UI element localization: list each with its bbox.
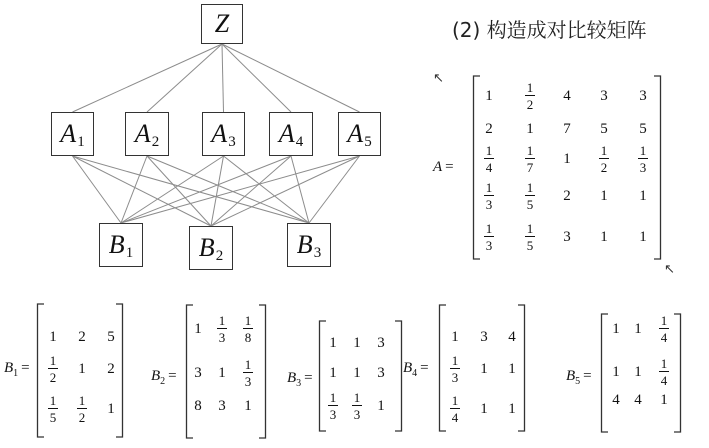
matrix-entry: 3 (194, 365, 202, 381)
connector-goal-criterion-4 (222, 44, 291, 112)
goal-node (201, 4, 243, 44)
fraction-denominator: 4 (451, 410, 459, 425)
connector-criterion-1-alternative-1 (73, 156, 122, 223)
fraction-numerator: 1 (49, 393, 57, 408)
matrix-entry: 1 (508, 401, 516, 417)
matrix-label-b4 (403, 360, 429, 377)
criterion-node-letter: A (60, 119, 77, 148)
criterion-node-letter: A (347, 119, 364, 148)
matrix-entry: 1 (600, 188, 608, 204)
equals-sign: = (304, 370, 313, 386)
matrix-label-letter: A (433, 159, 443, 175)
matrix-entry: 1 (451, 329, 459, 345)
alternative-node (99, 223, 143, 267)
matrix-entry: 1 (600, 229, 608, 245)
matrix-entry: 1 (480, 401, 488, 417)
matrix-entry: 2 (107, 361, 115, 377)
connector-criterion-2-alternative-1 (121, 156, 147, 223)
fraction-numerator: 1 (526, 143, 534, 158)
equals-sign: = (420, 360, 429, 376)
alternative-node (287, 223, 331, 267)
connector-criterion-5-alternative-3 (309, 156, 360, 223)
matrix-entry: 1 (508, 361, 516, 377)
matrix-label-letter: B (566, 368, 576, 384)
matrix-entry-fraction (40, 394, 66, 424)
matrix-entry-fraction (591, 144, 617, 174)
fraction-numerator: 1 (451, 353, 459, 368)
matrix-entry: 3 (639, 88, 647, 104)
fraction-denominator: 5 (526, 238, 534, 253)
connector-goal-criterion-3 (222, 44, 224, 112)
equals-sign: = (21, 360, 30, 376)
matrix-entry: 4 (634, 392, 642, 408)
matrix-entry-fraction (651, 314, 677, 344)
fraction-numerator: 1 (485, 143, 493, 158)
matrix-label-subscript: 5 (575, 376, 581, 387)
matrix-entry-fraction (69, 394, 95, 424)
matrix-label-letter: B (151, 368, 161, 384)
matrix-label-b3 (287, 370, 313, 387)
matrix-entry-fraction (517, 81, 543, 111)
alternative-node-subscript: 2 (215, 247, 224, 264)
fraction-numerator: 1 (526, 80, 534, 95)
matrix-entry-fraction (235, 314, 261, 344)
matrix-entry: 2 (485, 121, 493, 137)
fraction-numerator: 1 (353, 390, 361, 405)
connector-criterion-3-alternative-2 (211, 156, 224, 226)
connector-goal-criterion-2 (147, 44, 222, 112)
matrix-entry-fraction (40, 354, 66, 384)
matrix-entry-fraction (476, 181, 502, 211)
mouse-pointer-icon: ↖ (433, 71, 444, 86)
matrix-entry: 1 (377, 398, 385, 414)
criterion-node (338, 112, 381, 156)
matrix-entry-fraction (320, 391, 346, 421)
alternative-node-subscript: 1 (125, 244, 134, 261)
fraction-numerator: 1 (451, 393, 459, 408)
matrix-entry: 3 (377, 365, 385, 381)
fraction-denominator: 3 (451, 370, 459, 385)
matrix-label-letter: B (403, 360, 413, 376)
matrix-entry-fraction (517, 222, 543, 252)
fraction-numerator: 1 (660, 313, 668, 328)
matrix-label-subscript: 3 (296, 378, 302, 389)
criterion-node (269, 112, 313, 156)
fraction-denominator: 8 (244, 330, 252, 345)
matrix-entry: 1 (563, 151, 571, 167)
matrix-entry: 1 (634, 364, 642, 380)
fraction-denominator: 7 (526, 160, 534, 175)
fraction-numerator: 1 (485, 221, 493, 236)
matrix-entry-fraction (209, 314, 235, 344)
fraction-denominator: 5 (49, 410, 57, 425)
matrix-entry-fraction (344, 391, 370, 421)
matrix-label-subscript: 1 (13, 368, 19, 379)
matrix-label-letter: B (287, 370, 297, 386)
matrix-entry: 1 (639, 188, 647, 204)
matrix-entry: 8 (194, 398, 202, 414)
fraction-denominator: 3 (244, 374, 252, 389)
matrix-entry: 1 (218, 365, 226, 381)
fraction-denominator: 2 (49, 370, 57, 385)
matrix-entry-fraction (517, 144, 543, 174)
matrix-entry: 2 (78, 329, 86, 345)
equals-sign: = (445, 159, 454, 175)
matrix-bracket-right (395, 320, 403, 432)
alternative-node-letter: B (198, 233, 215, 262)
criterion-node-subscript: 3 (228, 133, 236, 150)
fraction-denominator: 2 (526, 97, 534, 112)
matrix-entry: 4 (563, 88, 571, 104)
connector-criterion-4-alternative-3 (291, 156, 309, 223)
fraction-denominator: 4 (485, 160, 493, 175)
matrix-entry: 1 (353, 365, 361, 381)
matrix-entry: 1 (329, 335, 337, 351)
matrix-entry: 2 (563, 188, 571, 204)
matrix-entry: 1 (49, 329, 57, 345)
criterion-node-subscript: 1 (77, 133, 85, 150)
fraction-numerator: 1 (639, 143, 647, 158)
fraction-denominator: 4 (660, 373, 668, 388)
fraction-numerator: 1 (244, 357, 252, 372)
fraction-denominator: 3 (218, 330, 226, 345)
matrix-entry: 3 (563, 229, 571, 245)
fraction-denominator: 2 (78, 410, 86, 425)
criterion-node-subscript: 5 (364, 133, 372, 150)
matrix-entry: 1 (612, 321, 620, 337)
fraction-numerator: 1 (660, 356, 668, 371)
matrix-entry: 1 (107, 401, 115, 417)
matrix-entry: 5 (107, 329, 115, 345)
matrix-entry-fraction (442, 394, 468, 424)
alternative-node-subscript: 3 (313, 244, 322, 261)
matrix-entry: 5 (600, 121, 608, 137)
fraction-denominator: 3 (353, 407, 361, 422)
matrix-label-subscript: 4 (412, 368, 418, 379)
goal-node-letter: Z (214, 9, 230, 38)
fraction-denominator: 4 (660, 330, 668, 345)
connector-criterion-2-alternative-3 (147, 156, 309, 223)
matrix-label-subscript: 2 (160, 376, 166, 387)
fraction-numerator: 1 (485, 180, 493, 195)
equals-sign: = (168, 368, 177, 384)
matrix-entry: 1 (526, 121, 534, 137)
fraction-numerator: 1 (218, 313, 226, 328)
matrix-label-b2 (151, 368, 177, 385)
matrix-entry: 1 (485, 88, 493, 104)
equals-sign: = (583, 368, 592, 384)
fraction-denominator: 3 (485, 197, 493, 212)
criterion-node-subscript: 4 (295, 133, 304, 150)
section-heading: (2) 构造成对比较矩阵 (452, 18, 647, 42)
matrix-entry: 4 (508, 329, 516, 345)
matrix-entry-fraction (442, 354, 468, 384)
matrix-entry: 3 (480, 329, 488, 345)
fraction-numerator: 1 (329, 390, 337, 405)
matrix-entry: 1 (194, 321, 202, 337)
fraction-denominator: 3 (485, 238, 493, 253)
matrix-entry: 3 (600, 88, 608, 104)
matrix-entry: 1 (353, 335, 361, 351)
matrix-entry: 1 (639, 229, 647, 245)
matrix-entry: 3 (377, 335, 385, 351)
criterion-node (125, 112, 169, 156)
matrix-entry: 1 (480, 361, 488, 377)
mouse-pointer-icon: ↖ (664, 262, 675, 277)
criterion-node-subscript: 2 (151, 133, 160, 150)
connector-goal-criterion-5 (222, 44, 360, 112)
matrix-entry: 1 (329, 365, 337, 381)
matrix-entry: 1 (660, 392, 668, 408)
fraction-denominator: 3 (329, 407, 337, 422)
fraction-numerator: 1 (78, 393, 86, 408)
criterion-node (51, 112, 94, 156)
connector-criterion-4-alternative-2 (211, 156, 291, 226)
matrix-label-b5 (566, 368, 592, 385)
matrix-entry: 7 (563, 121, 571, 137)
matrix-entry-fraction (630, 144, 656, 174)
fraction-denominator: 5 (526, 197, 534, 212)
fraction-numerator: 1 (244, 313, 252, 328)
matrix-entry: 4 (612, 392, 620, 408)
fraction-numerator: 1 (526, 180, 534, 195)
matrix-label-b1 (4, 360, 30, 377)
fraction-numerator: 1 (49, 353, 57, 368)
matrix-entry-fraction (476, 222, 502, 252)
matrix-entry: 1 (78, 361, 86, 377)
criterion-node (202, 112, 245, 156)
fraction-denominator: 3 (639, 160, 647, 175)
matrix-label-a (433, 159, 454, 176)
matrix-entry: 1 (612, 364, 620, 380)
matrix-entry-fraction (517, 181, 543, 211)
matrix-entry: 1 (634, 321, 642, 337)
fraction-denominator: 2 (600, 160, 608, 175)
criterion-node-letter: A (134, 119, 151, 148)
connector-criterion-1-alternative-3 (73, 156, 310, 223)
connector-criterion-1-alternative-2 (73, 156, 212, 226)
matrix-entry: 1 (244, 398, 252, 414)
fraction-numerator: 1 (526, 221, 534, 236)
alternative-node (189, 226, 233, 270)
matrix-entry-fraction (476, 144, 502, 174)
alternative-node-letter: B (296, 230, 313, 259)
matrix-entry: 5 (639, 121, 647, 137)
matrix-entry: 3 (218, 398, 226, 414)
fraction-numerator: 1 (600, 143, 608, 158)
connector-goal-criterion-1 (73, 44, 223, 112)
alternative-node-letter: B (108, 230, 125, 259)
criterion-node-letter: A (278, 119, 295, 148)
criterion-node-letter: A (211, 119, 228, 148)
matrix-label-letter: B (4, 360, 14, 376)
matrix-entry-fraction (651, 357, 677, 387)
matrix-entry-fraction (235, 358, 261, 388)
